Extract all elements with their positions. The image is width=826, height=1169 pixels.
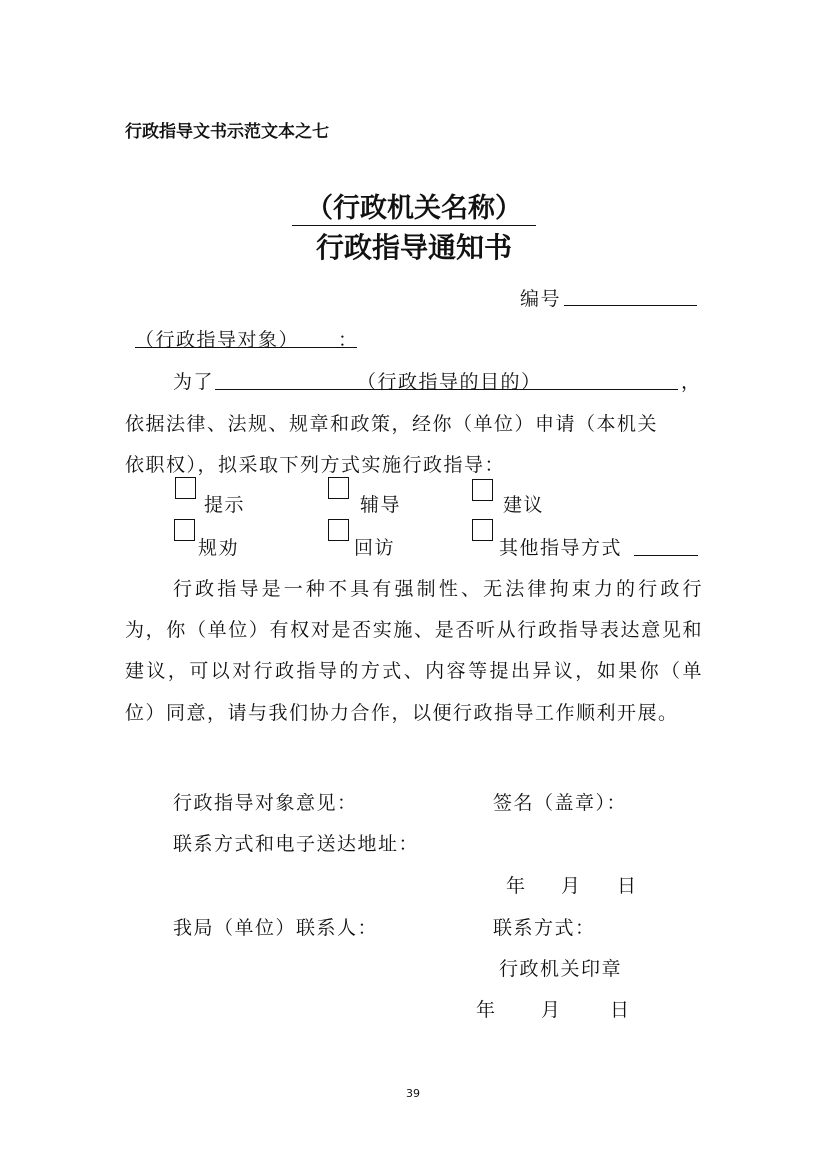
agency-date-month: 月: [541, 999, 562, 1021]
option-label-tutoring: 辅导: [360, 494, 402, 516]
response-date-day: 日: [617, 875, 638, 897]
option-label-suggestion: 建议: [503, 494, 545, 516]
option-checkbox-other[interactable]: [472, 519, 493, 541]
basis-line-2: 依职权），拟采取下列方式实施行政指导：: [125, 454, 506, 476]
serial-number-field[interactable]: [564, 285, 697, 306]
recipient-field[interactable]: [135, 325, 359, 351]
response-date-month: 月: [561, 875, 582, 897]
option-label-prompt: 提示: [204, 494, 246, 516]
option-label-revisit: 回访: [354, 537, 396, 559]
option-checkbox-prompt[interactable]: [175, 477, 196, 499]
option-label-other: 其他指导方式: [499, 537, 623, 559]
page-number: 39: [406, 1087, 420, 1100]
signature-label: 签名（盖章）：: [493, 792, 628, 814]
agency-name-field[interactable]: （行政机关名称）: [292, 186, 536, 226]
recipient-placeholder: （行政指导对象）: [135, 329, 300, 351]
other-method-field[interactable]: [634, 535, 698, 556]
option-checkbox-suggestion[interactable]: [472, 479, 493, 501]
opinion-label: 行政指导对象意见：: [173, 792, 358, 814]
option-label-persuasion: 规劝: [198, 537, 240, 559]
purpose-placeholder: （行政指导的目的）: [357, 371, 542, 393]
agency-date-year: 年: [476, 999, 497, 1021]
basis-line-1: 依据法律、法规、规章和政策，经你（单位）申请（本机关: [125, 413, 659, 435]
agency-contact-method-label: 联系方式：: [493, 917, 596, 939]
option-checkbox-tutoring[interactable]: [328, 477, 349, 499]
agency-date-day: 日: [610, 999, 631, 1021]
agency-seal-label: 行政机关印章: [499, 958, 623, 980]
purpose-prefix: 为了: [173, 371, 215, 393]
response-date-year: 年: [506, 875, 527, 897]
recipient-colon: ：: [338, 329, 359, 351]
contact-address-label: 联系方式和电子送达地址：: [173, 833, 420, 855]
purpose-suffix: ，: [681, 371, 702, 393]
serial-number-label: 编号: [520, 288, 562, 310]
notice-paragraph: 行政指导是一种不具有强制性、无法律拘束力的行政行为，你（单位）有权对是否实施、是否听从行政指导表达意见和建议，可以对行政指导的方式、内容等提出异议，如果你（单位）同意，请与我们协力合作，以便行政指导工作顺利开展。: [125, 578, 703, 724]
document-title: 行政指导通知书: [315, 231, 512, 264]
document-series-label: 行政指导文书示范文本之七: [125, 122, 329, 142]
serial-number-row: [520, 284, 561, 311]
agency-contact-person-label: 我局（单位）联系人：: [173, 917, 379, 939]
option-checkbox-persuasion[interactable]: [174, 519, 195, 541]
option-checkbox-revisit[interactable]: [328, 519, 349, 541]
